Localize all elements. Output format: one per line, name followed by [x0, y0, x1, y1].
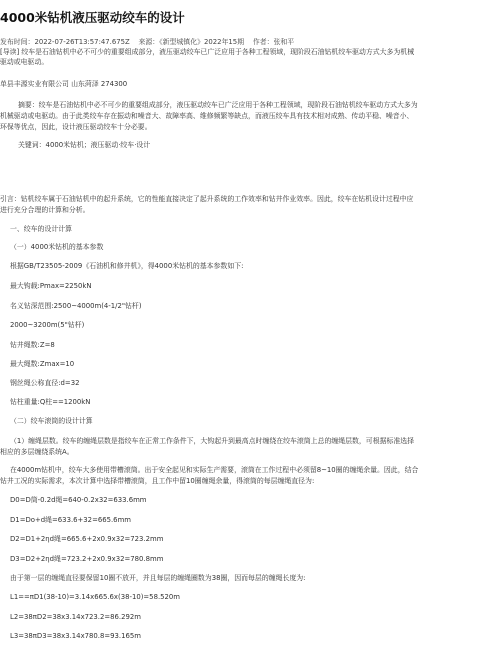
abstract-line-1: 摘要：绞车是石油钻机中必不可少的重要组成部分，液压驱动绞车已广泛应用于各种工程领域，现阶段石油钻机绞车驱动方式大多为 — [18, 101, 418, 109]
source: 来源：《新型城镇化》2022年15期 — [138, 38, 245, 46]
param-line: 最大钩载:Pmax=2250kN — [10, 282, 92, 290]
paragraph-a-line-2: 相应的多层缠绕系统A。 — [0, 448, 74, 456]
intro-line-1: 引言：钻机绞车属于石油钻机中的起升系统，它的性能直接决定了起升系统的工作效率和钻井作业效率。因此，绞车在钻机设计过程中应 — [0, 195, 414, 203]
paragraph-a-line-1: （1）缠绳层数。绞车的缠绳层数是指绞车在正常工作条件下，大钩起升到最高点时缠绕在绞车滚筒上总的缠绳层数，可根据标准选择 — [10, 437, 415, 445]
param-line: 钻柱重量:Q柱==1200kN — [10, 398, 91, 406]
subsection-heading-1: （一）4000米钻机的基本参数 — [10, 243, 104, 251]
keywords: 关键词：4000米钻机；液压驱动·绞车·设计 — [18, 141, 151, 149]
param-line: 名义钻深范围:2500~4000m(4-1/2"钻杆) — [10, 302, 142, 310]
section-heading-1: 一、绞车的设计计算 — [10, 225, 73, 233]
paragraph-b-line-2: 钻井工况的实际需求，本次计算中选择带槽滚筒，且工作中留10圈缠绳余量，得滚筒的每层缠绳直径为: — [0, 477, 315, 485]
formula-line: D3=D2+2ηd绳=723.2+2x0.9x32=780.8mm — [10, 555, 164, 563]
param-line: 钢丝绳公称直径:d=32 — [10, 379, 80, 387]
standard-line: 根据GB/T23505-2009《石油机和修井机》，得4000米钻机的基本参数如下: — [10, 262, 244, 270]
abstract-line-2: 机械驱动或电驱动。由于此类绞车存在振动和噪音大、故障率高、维修频繁等缺点，而液压绞车具有技术相对成熟、传动平稳、噪音小、 — [0, 112, 414, 120]
param-line: 最大绳数:Zmax=10 — [10, 360, 75, 368]
publish-time: 发布时间：2022-07-26T13:57:47.675Z — [0, 38, 130, 46]
article-meta — [0, 38, 294, 47]
guide-line-1: [导读] 绞车是石油钻机中必不可少的重要组成部分，液压驱动绞车已广泛应用于各种工程领域，现阶段石油钻机绞车驱动方式大多为机械 — [0, 48, 415, 56]
formula-line: D2=D1+2ηd绳=665.6+2x0.9x32=723.2mm — [10, 535, 164, 543]
param-line: 2000~3200m(5"钻杆) — [10, 321, 85, 329]
formula-line: D1=Do+d绳=633.6+32=665.6mm — [10, 516, 131, 524]
guide-line-2: 驱动或电驱动。 — [0, 58, 49, 66]
formula-line: L2=38πD2=38x3.14x723.2=86.292m — [10, 613, 141, 621]
formula-line: L1==πD1(38-10)=3.14x665.6x(38-10)=58.520m — [10, 593, 181, 601]
formula-line: L3=38πD3=38x3.14x780.8=93.165m — [10, 632, 141, 640]
abstract-line-3: 环保等优点，因此，设计液压驱动绞车十分必要。 — [0, 123, 152, 131]
intro-line-2: 进行充分合理的计算和分析。 — [0, 206, 90, 214]
formula-line: D0=D筒-0.2d绳=640-0.2x32=633.6mm — [10, 496, 147, 504]
subsection-heading-2: （二）绞车滚筒的设计计算 — [10, 417, 93, 425]
param-line: 钻井绳数:Z=8 — [10, 341, 55, 349]
article-title: 4000米钻机液压驱动绞车的设计 — [0, 10, 185, 25]
author: 作者：张和平 — [252, 38, 295, 46]
length-intro: 由于第一层的缠绳直径要保留10圈不放开，并且每层的缠绳圈数为38圈，因而每层的缠绳长度为: — [10, 574, 306, 582]
paragraph-b-line-1: 在4000m钻机中，绞车大多使用带槽滚筒。出于安全起见和实际生产需要，滚筒在工作过程中必须留8~10圈的缠绳余量。因此，结合 — [10, 466, 419, 474]
affiliation: 单县丰源实业有限公司 山东菏泽 274300 — [0, 80, 128, 88]
